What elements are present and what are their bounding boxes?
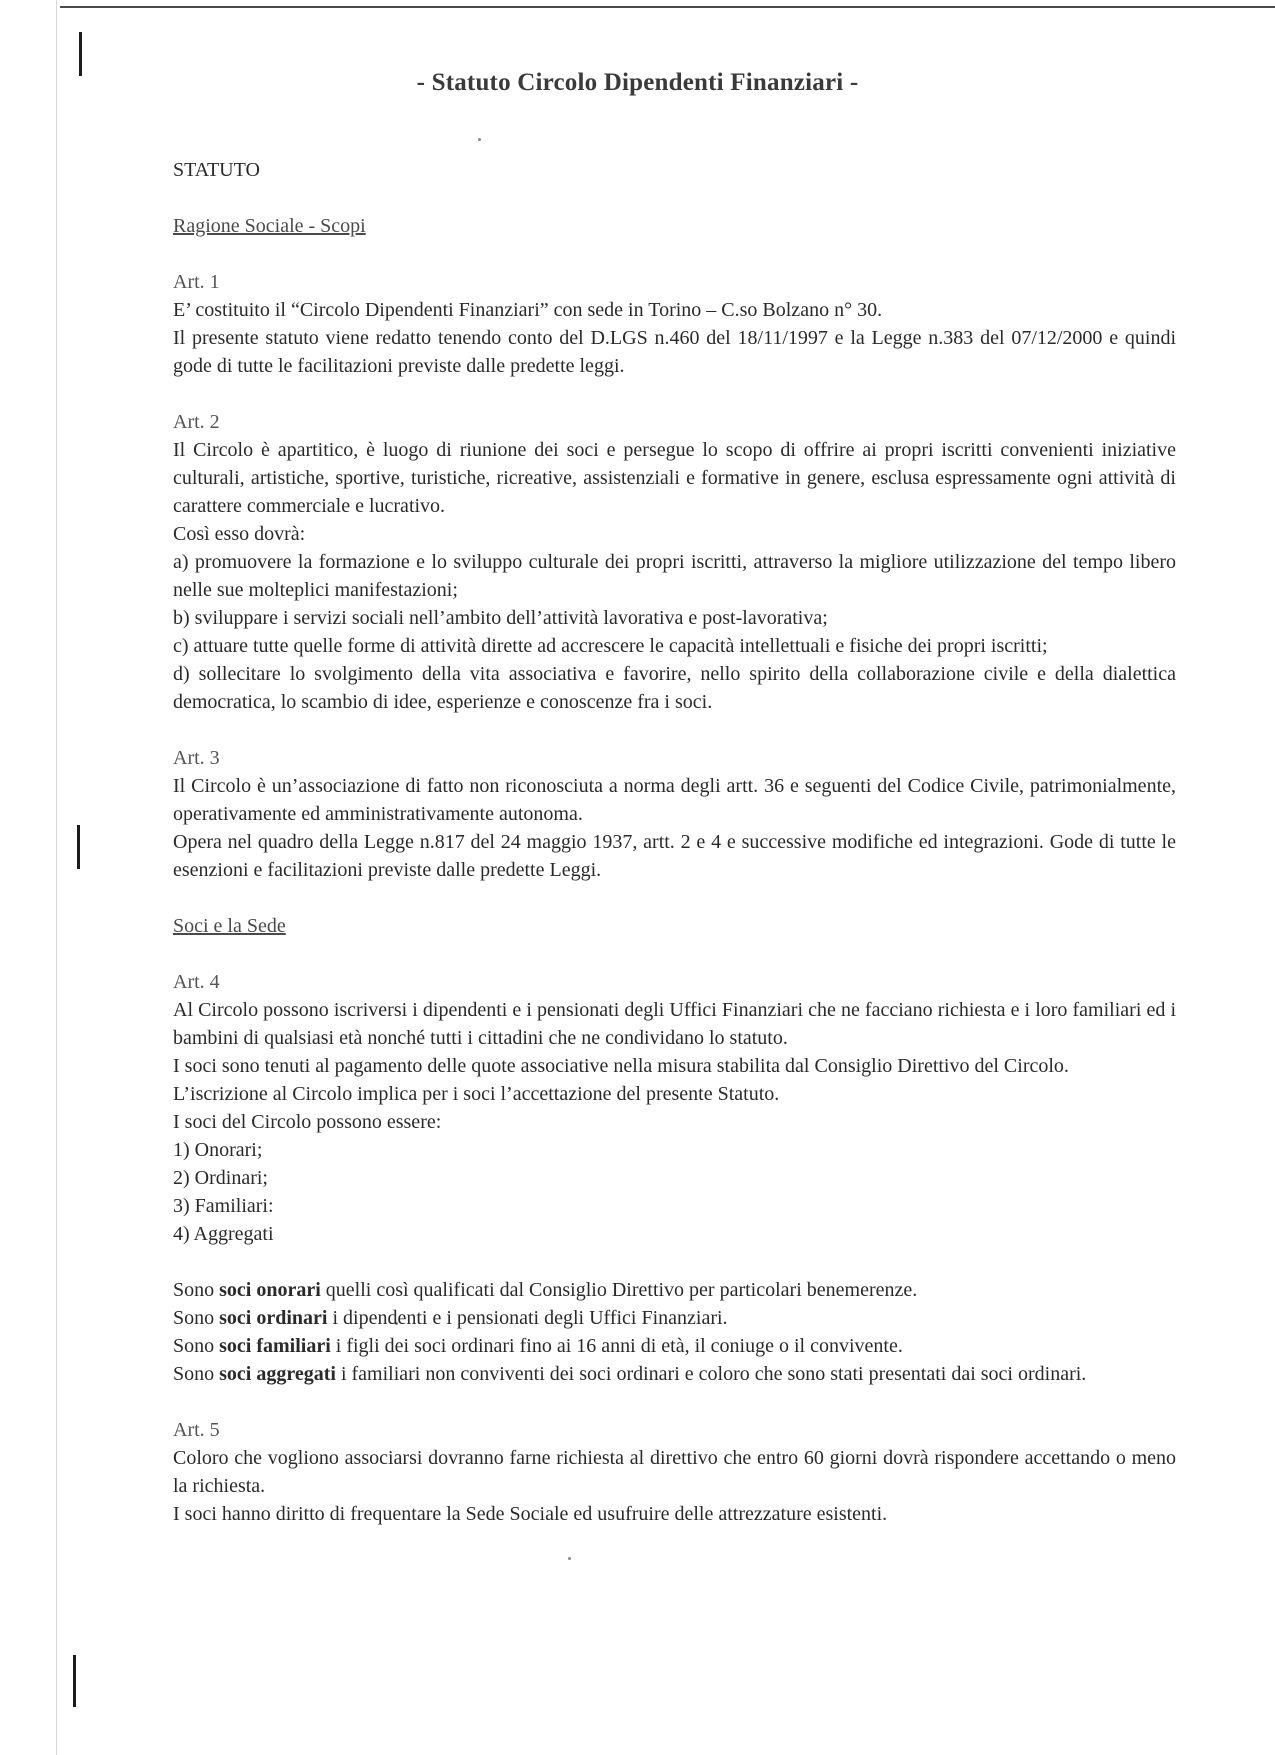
binder-mark bbox=[77, 825, 80, 869]
scan-speck bbox=[568, 1557, 571, 1560]
article-paragraph: Così esso dovrà: bbox=[173, 523, 306, 545]
member-type-term: soci aggregati bbox=[219, 1363, 336, 1385]
scan-speck bbox=[478, 138, 481, 141]
heading-statuto: STATUTO bbox=[173, 159, 260, 181]
member-type-definition bbox=[173, 1360, 1176, 1388]
document-body bbox=[173, 156, 1176, 1528]
article-paragraph: Il Circolo è apartitico, è luogo di riunione dei soci e persegue lo scopo di offrire ai propri iscritti convenienti iniziative culturali, artistiche, sportive, turistiche, ricreative, assistenziali e formative in genere, esclusa espressamente ogni attività di carattere commerciale e lucrativo. bbox=[173, 439, 1176, 517]
member-type-term: soci familiari bbox=[219, 1335, 331, 1357]
article-paragraph: Al Circolo possono iscriversi i dipendenti e i pensionati degli Uffici Finanziari che ne facciano richiesta e i loro familiari ed i bambini di qualsiasi età nonché tutti i cittadini che ne condividano lo statuto. bbox=[173, 999, 1176, 1049]
list-item: a) promuovere la formazione e lo sviluppo culturale dei propri iscritti, attraverso la migliore utilizzazione del tempo libero nelle sue molteplici manifestazioni; bbox=[173, 551, 1176, 601]
list-item: 1) Onorari; bbox=[173, 1139, 263, 1161]
list-item: d) sollecitare lo svolgimento della vita associativa e favorire, nello spirito della collaborazione civile e della dialettica democratica, lo scambio di idee, esperienze e conoscenze fra i soci. bbox=[173, 663, 1176, 713]
article-label: Art. 3 bbox=[173, 747, 220, 769]
list-item: b) sviluppare i servizi sociali nell’ambito dell’attività lavorativa e post-lavorativa; bbox=[173, 607, 828, 629]
definition-prefix: Sono bbox=[173, 1335, 215, 1357]
article-paragraph: I soci hanno diritto di frequentare la Sede Sociale ed usufruire delle attrezzature esistenti. bbox=[173, 1503, 888, 1525]
member-type-text: i dipendenti e i pensionati degli Uffici Finanziari. bbox=[332, 1307, 728, 1329]
article-paragraph: Il Circolo è un’associazione di fatto non riconosciuta a norma degli artt. 36 e seguenti del Codice Civile, patrimonialmente, operativamente ed amministrativamente autonoma. bbox=[173, 775, 1176, 825]
article-paragraph: E’ costituito il “Circolo Dipendenti Finanziari” con sede in Torino – C.so Bolzano n° 30. bbox=[173, 299, 883, 321]
section-title-soci-sede: Soci e la Sede bbox=[173, 915, 286, 937]
member-type-text: quelli così qualificati dal Consiglio Direttivo per particolari benemerenze. bbox=[325, 1279, 918, 1301]
list-item: c) attuare tutte quelle forme di attività dirette ad accrescere le capacità intellettuali e fisiche dei propri iscritti; bbox=[173, 635, 1048, 657]
member-type-definition bbox=[173, 1332, 1176, 1360]
article-label: Art. 5 bbox=[173, 1419, 220, 1441]
article-label: Art. 4 bbox=[173, 971, 220, 993]
list-item: 3) Familiari: bbox=[173, 1195, 274, 1217]
definition-prefix: Sono bbox=[173, 1279, 215, 1301]
binder-mark bbox=[73, 1655, 76, 1707]
member-type-text: i figli dei soci ordinari fino ai 16 anni di età, il coniuge o il convivente. bbox=[335, 1335, 903, 1357]
member-type-definition bbox=[173, 1276, 1176, 1304]
scan-left-edge bbox=[56, 0, 57, 1755]
article-label: Art. 2 bbox=[173, 411, 220, 433]
definition-prefix: Sono bbox=[173, 1363, 215, 1385]
document-title: - Statuto Circolo Dipendenti Finanziari - bbox=[416, 69, 859, 96]
list-item: 2) Ordinari; bbox=[173, 1167, 268, 1189]
article-label: Art. 1 bbox=[173, 271, 220, 293]
article-paragraph: I soci sono tenuti al pagamento delle quote associative nella misura stabilita dal Consiglio Direttivo del Circolo. bbox=[173, 1055, 1069, 1077]
member-type-definition bbox=[173, 1304, 1176, 1332]
member-type-term: soci onorari bbox=[219, 1279, 321, 1301]
definition-prefix: Sono bbox=[173, 1307, 215, 1329]
member-type-term: soci ordinari bbox=[219, 1307, 328, 1329]
article-paragraph: Opera nel quadro della Legge n.817 del 24 maggio 1937, artt. 2 e 4 e successive modifiche ed integrazioni. Gode di tutte le esenzioni e facilitazioni previste dalle predette Leggi. bbox=[173, 831, 1176, 881]
article-paragraph: I soci del Circolo possono essere: bbox=[173, 1111, 442, 1133]
list-item: 4) Aggregati bbox=[173, 1223, 274, 1245]
member-type-text: i familiari non conviventi dei soci ordinari e coloro che sono stati presentati dai soci ordinari. bbox=[340, 1363, 1087, 1385]
section-title-ragione-sociale: Ragione Sociale - Scopi bbox=[173, 215, 366, 237]
scan-top-edge-line bbox=[60, 6, 1275, 8]
article-paragraph: Coloro che vogliono associarsi dovranno farne richiesta al direttivo che entro 60 giorni dovrà rispondere accettando o meno la richiesta. bbox=[173, 1447, 1176, 1497]
article-paragraph: Il presente statuto viene redatto tenendo conto del D.LGS n.460 del 18/11/1997 e la Legge n.383 del 07/12/2000 e quindi gode di tutte le facilitazioni previste dalle predette leggi. bbox=[173, 327, 1176, 377]
article-paragraph: L’iscrizione al Circolo implica per i soci l’accettazione del presente Statuto. bbox=[173, 1083, 780, 1105]
